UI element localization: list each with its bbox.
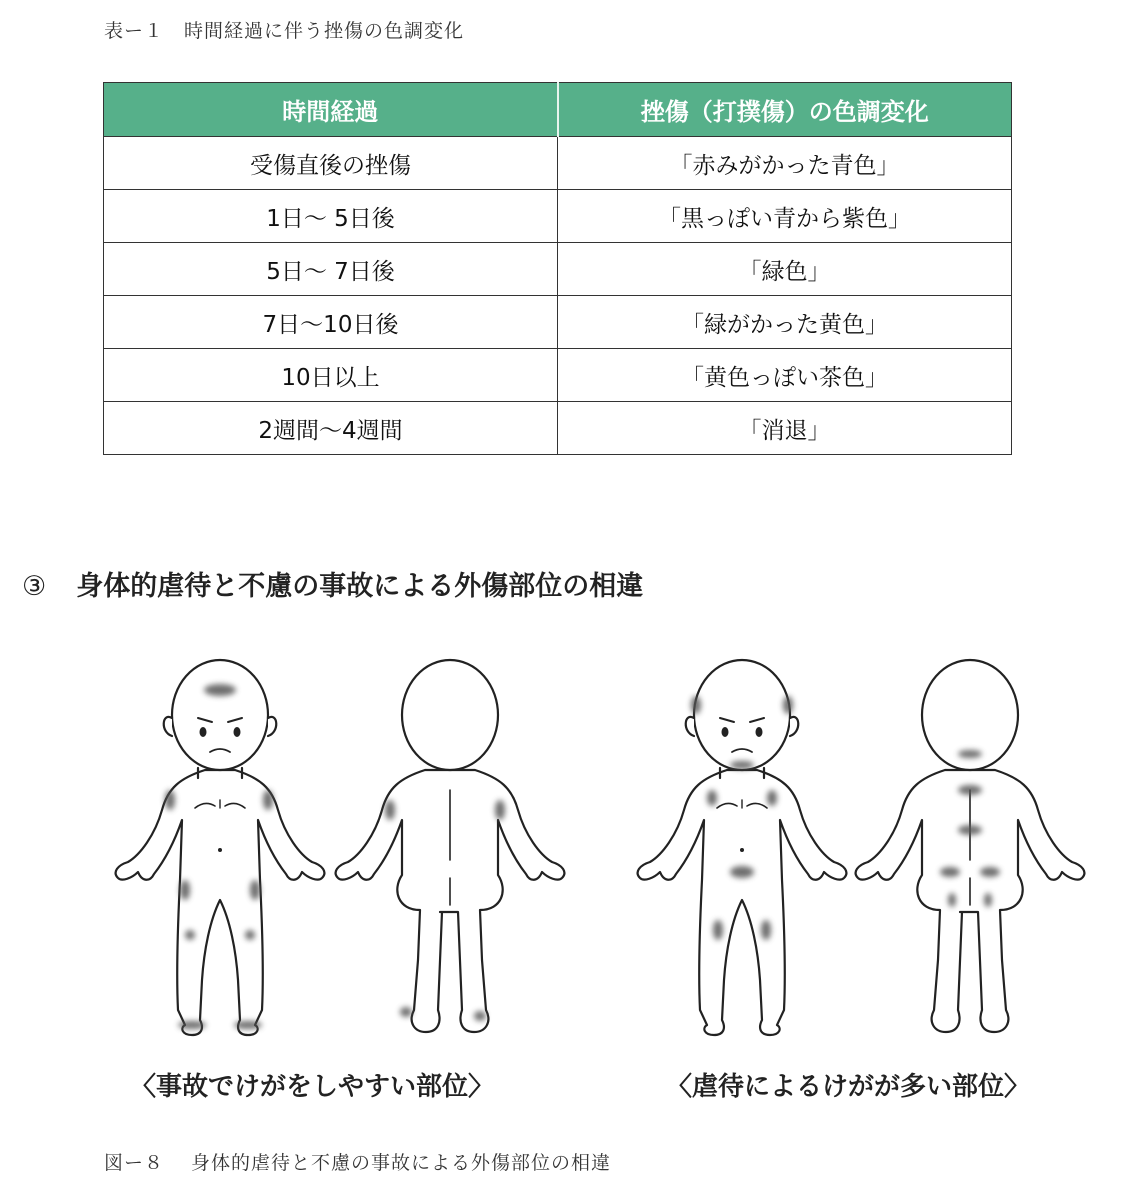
header-color-change: 挫傷（打撲傷）の色調変化 [558, 83, 1012, 137]
table-caption: 表ー１ 時間経過に伴う挫傷の色調変化 [104, 20, 465, 42]
abuse-front-figure [622, 650, 862, 1040]
table-cell-time: 2週間〜4週間 [104, 402, 558, 455]
accident-back-figure [330, 650, 570, 1040]
table-cell-time: 10日以上 [104, 349, 558, 402]
table-cell-color: 「黒っぽい青から紫色」 [558, 190, 1012, 243]
section-heading [22, 564, 643, 603]
section-number: ③ [22, 571, 47, 602]
bruise-color-table [103, 82, 1012, 455]
figure-caption: 図ー８ 身体的虐待と不慮の事故による外傷部位の相違 [104, 1152, 612, 1174]
table-header-row [104, 83, 1012, 137]
table-cell-color: 「緑色」 [558, 243, 1012, 296]
table-cell-time: 受傷直後の挫傷 [104, 137, 558, 190]
table-cell-color: 「緑がかった黄色」 [558, 296, 1012, 349]
abuse-back-figure [850, 650, 1090, 1040]
accident-sites-label: 〈事故でけがをしやすい部位〉 [130, 1072, 495, 1102]
table-cell-color: 「消退」 [558, 402, 1012, 455]
table-row [104, 402, 1012, 455]
table-row [104, 296, 1012, 349]
table-cell-color: 「黄色っぽい茶色」 [558, 349, 1012, 402]
table-cell-color: 「赤みがかった青色」 [558, 137, 1012, 190]
accident-front-figure [100, 650, 340, 1040]
table-row [104, 349, 1012, 402]
table-cell-time: 5日〜 7日後 [104, 243, 558, 296]
header-elapsed-time: 時間経過 [104, 83, 558, 137]
table-cell-time: 1日〜 5日後 [104, 190, 558, 243]
table-row [104, 243, 1012, 296]
table-row [104, 190, 1012, 243]
table-row [104, 137, 1012, 190]
table-cell-time: 7日〜10日後 [104, 296, 558, 349]
abuse-sites-label: 〈虐待によるけがが多い部位〉 [666, 1072, 1031, 1102]
section-title: 身体的虐待と不慮の事故による外傷部位の相違 [76, 571, 644, 602]
